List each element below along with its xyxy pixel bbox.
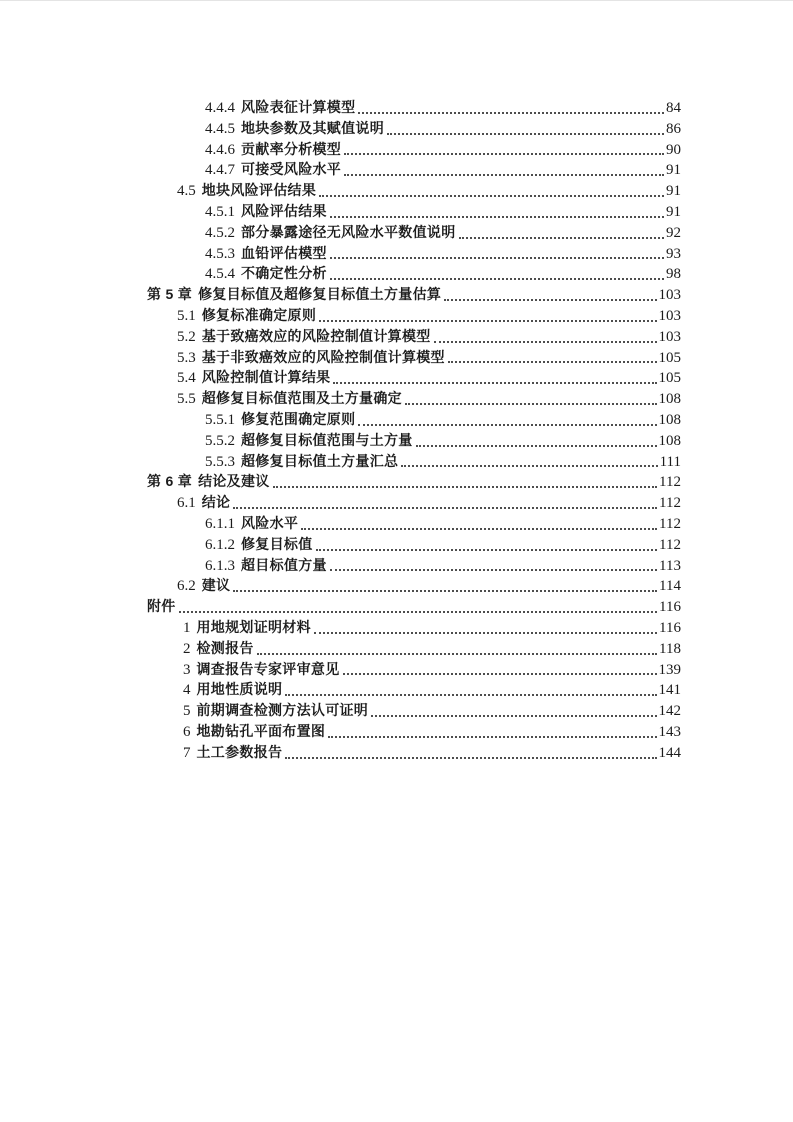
dot-leader [434, 341, 657, 343]
toc-entry-number: 5.5.2 [205, 432, 235, 449]
dot-leader [233, 590, 657, 592]
toc-entry-title: 用地性质说明 [196, 681, 283, 698]
page-number: 113 [659, 557, 681, 574]
page-number: 91 [666, 183, 681, 200]
page-number: 108 [658, 432, 681, 449]
toc-entry-number: 5.5 [177, 391, 196, 408]
toc-entry[interactable] [147, 430, 681, 451]
toc-entry[interactable] [147, 222, 681, 243]
toc-entry-title: 可接受风险水平 [241, 161, 342, 178]
dot-leader [179, 611, 657, 613]
dot-leader [273, 486, 657, 488]
toc-entry[interactable] [147, 492, 681, 513]
dot-leader [233, 507, 657, 509]
dot-leader [328, 736, 656, 738]
dot-leader [401, 465, 657, 467]
dot-leader [314, 632, 657, 634]
toc-entry-number: 6.1 [177, 495, 196, 512]
toc-entry-number: 5 [183, 703, 191, 720]
toc-entry-title: 前期调查检测方法认可证明 [196, 702, 369, 719]
page-number: 105 [658, 349, 681, 366]
toc-entry-title: 修复标准确定原则 [201, 306, 317, 323]
toc-entry[interactable] [147, 118, 681, 139]
toc-entry-title: 基于非致癌效应的风险控制值计算模型 [201, 348, 445, 365]
toc-entry-number: 1 [183, 619, 191, 636]
toc-entry[interactable] [147, 679, 681, 700]
page-number: 118 [659, 640, 681, 657]
page-number: 103 [658, 328, 681, 345]
toc-entry[interactable] [147, 596, 681, 617]
toc-entry-title: 风险表征计算模型 [241, 99, 356, 115]
toc-entry[interactable] [147, 180, 681, 201]
toc-entry-number: 4.4.4 [205, 100, 235, 116]
dot-leader [316, 549, 658, 551]
page-number: 112 [659, 474, 681, 491]
toc-entry[interactable] [147, 347, 681, 368]
toc-entry-number: 第 6 章 [147, 473, 193, 490]
page-number: 112 [659, 515, 681, 532]
page-number: 112 [659, 495, 681, 512]
toc-entry-title: 检测报告 [196, 639, 254, 656]
dot-leader [285, 757, 656, 759]
toc-entry-title: 修复范围确定原则 [241, 410, 356, 427]
toc-entry-title: 修复目标值 [241, 535, 313, 552]
page-number: 103 [658, 307, 681, 324]
table-of-contents [147, 97, 681, 763]
page-number: 139 [658, 661, 681, 678]
toc-entry-number: 4.5.2 [205, 224, 235, 241]
dot-leader [371, 715, 656, 717]
toc-entry-title: 血铅评估模型 [241, 244, 327, 261]
page-number: 111 [659, 453, 681, 470]
page-number: 86 [666, 120, 681, 137]
toc-entry-number: 6.1.1 [205, 515, 235, 532]
page-number: 84 [666, 100, 681, 116]
toc-entry-title: 风险评估结果 [241, 202, 327, 219]
dot-leader [387, 133, 664, 135]
toc-entry-title: 地块参数及其赋值说明 [241, 119, 384, 136]
toc-entry-number: 6.1.3 [205, 557, 235, 574]
toc-entry[interactable] [147, 659, 681, 680]
toc-entry-number: 5.1 [177, 307, 196, 324]
toc-entry-title: 基于致癌效应的风险控制值计算模型 [201, 327, 431, 344]
page-number: 114 [659, 578, 681, 595]
page-number: 143 [658, 723, 681, 740]
toc-entry-title: 地勘钻孔平面布置图 [196, 722, 326, 739]
dot-leader [330, 216, 664, 218]
page-number: 98 [666, 266, 681, 283]
page-number: 108 [658, 411, 681, 428]
toc-entry-title: 附件 [147, 598, 176, 615]
toc-entry[interactable] [147, 367, 681, 388]
page-number: 116 [659, 599, 681, 616]
toc-entry[interactable] [147, 263, 681, 284]
toc-entry-number: 5.2 [177, 328, 196, 345]
page-number: 141 [658, 682, 681, 699]
dot-leader [330, 278, 664, 280]
toc-entry-number: 2 [183, 640, 191, 657]
page-number: 91 [666, 162, 681, 179]
toc-entry-number: 5.4 [177, 370, 196, 387]
toc-entry-title: 地块风险评估结果 [201, 182, 317, 199]
toc-entry[interactable] [147, 534, 681, 555]
toc-entry-title: 风险水平 [241, 514, 299, 531]
toc-entry-title: 结论 [201, 494, 231, 511]
toc-entry-number: 6.2 [177, 578, 196, 595]
dot-leader [343, 673, 657, 675]
toc-entry-title: 土工参数报告 [196, 743, 283, 760]
page-number: 91 [666, 203, 681, 220]
toc-entry-number: 3 [183, 661, 191, 678]
page-number: 108 [658, 391, 681, 408]
dot-leader [333, 382, 656, 384]
toc-entry[interactable] [147, 451, 681, 472]
toc-entry[interactable] [147, 97, 681, 118]
toc-entry-number: 4.5.1 [205, 203, 235, 220]
toc-entry-number: 5.5.3 [205, 453, 235, 470]
toc-entry[interactable] [147, 409, 681, 430]
dot-leader [257, 653, 657, 655]
toc-entry-number: 6.1.2 [205, 536, 235, 553]
toc-entry[interactable] [147, 617, 681, 638]
toc-entry-title: 超修复目标值范围与土方量 [241, 431, 413, 448]
dot-leader [319, 195, 664, 197]
dot-leader [358, 112, 664, 114]
toc-entry[interactable] [147, 305, 681, 326]
toc-entry-title: 超修复目标值范围及土方量确定 [201, 390, 402, 407]
toc-entry-number: 4.4.6 [205, 141, 235, 158]
toc-entry-title: 风险控制值计算结果 [201, 369, 331, 386]
toc-entry[interactable] [147, 284, 681, 305]
toc-entry[interactable] [147, 139, 681, 160]
toc-entry-number: 第 5 章 [147, 286, 193, 303]
page-number: 93 [666, 245, 681, 262]
toc-entry[interactable] [147, 513, 681, 534]
toc-entry-number: 4.5 [177, 183, 196, 200]
dot-leader [405, 403, 657, 405]
page-number: 144 [658, 744, 681, 761]
dot-leader [319, 320, 656, 322]
toc-entry[interactable] [147, 201, 681, 222]
toc-entry-number: 4.4.5 [205, 120, 235, 137]
toc-entry[interactable] [147, 742, 681, 763]
toc-entry[interactable] [147, 638, 681, 659]
toc-entry-number: 6 [183, 723, 191, 740]
toc-entry-title: 建议 [201, 577, 231, 594]
dot-leader [459, 237, 665, 239]
dot-leader [330, 257, 664, 259]
page-number: 105 [658, 370, 681, 387]
dot-leader [444, 299, 656, 301]
page-number: 112 [659, 536, 681, 553]
toc-entry-number: 5.5.1 [205, 411, 235, 428]
dot-leader [301, 528, 657, 530]
toc-entry[interactable] [147, 721, 681, 742]
toc-entry[interactable] [147, 388, 681, 409]
page-number: 92 [666, 224, 681, 241]
toc-entry-title: 结论及建议 [198, 473, 270, 490]
page-number: 90 [666, 141, 681, 158]
toc-entry-title: 修复目标值及超修复目标值土方量估算 [198, 286, 442, 303]
toc-entry-number: 5.3 [177, 349, 196, 366]
toc-entry-number: 7 [183, 744, 191, 761]
toc-entry-title: 用地规划证明材料 [196, 618, 311, 635]
toc-entry[interactable] [147, 243, 681, 264]
toc-entry-title: 超修复目标值土方量汇总 [241, 452, 399, 469]
toc-entry-number: 4.5.4 [205, 266, 235, 283]
page-number: 142 [658, 703, 681, 720]
toc-entry-number: 4 [183, 682, 191, 699]
toc-entry-title: 不确定性分析 [241, 265, 327, 282]
dot-leader [344, 153, 664, 155]
dot-leader [358, 424, 656, 426]
toc-entry[interactable] [147, 471, 681, 492]
dot-leader [330, 569, 657, 571]
toc-entry-title: 部分暴露途径无风险水平数值说明 [241, 223, 456, 240]
dot-leader [416, 445, 657, 447]
toc-entry-title: 超目标值方量 [241, 556, 327, 573]
toc-entry-title: 贡献率分析模型 [241, 140, 342, 157]
toc-entry[interactable] [147, 575, 681, 596]
dot-leader [285, 694, 656, 696]
toc-entry-number: 4.5.3 [205, 245, 235, 262]
toc-entry[interactable] [147, 159, 681, 180]
toc-entry[interactable] [147, 555, 681, 576]
toc-entry[interactable] [147, 326, 681, 347]
dot-leader [344, 174, 664, 176]
page-number: 103 [658, 287, 681, 304]
toc-entry-number: 4.4.7 [205, 162, 235, 179]
dot-leader [448, 361, 657, 363]
page-number: 116 [659, 619, 681, 636]
toc-entry[interactable] [147, 700, 681, 721]
toc-entry-title: 调查报告专家评审意见 [196, 660, 340, 677]
